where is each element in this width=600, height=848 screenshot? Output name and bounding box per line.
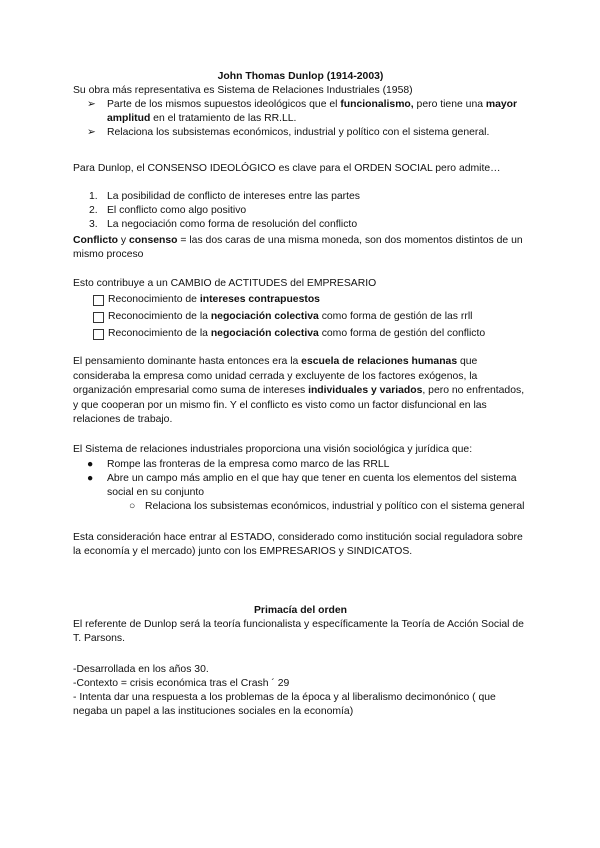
- checkbox[interactable]: [93, 312, 104, 323]
- arrow-icon: ➢: [87, 99, 96, 110]
- checkbox[interactable]: [93, 295, 104, 306]
- page-title: John Thomas Dunlop (1914-2003): [217, 71, 384, 82]
- list-item: 1. La posibilidad de conflicto de intereses entre las partes: [89, 191, 360, 202]
- consideracion-paragraph: Esta consideración hace entrar al ESTADO, considerado como institución social reguladora sobre la economía y el mercado) junto con los EMPRESARIOS y SINDICATOS.: [73, 532, 523, 557]
- referente-paragraph: El referente de Dunlop será la teoría funcionalista y específicamente la Teoría de Acción Social de T. Parsons.: [73, 619, 524, 644]
- bullet-list: [73, 458, 528, 514]
- bullet-icon: ●: [87, 473, 94, 484]
- list-item: - Intenta dar una respuesta a los problemas de la época y al liberalismo decimonónico ( que negaba un papel a las instituciones sociales en la economía): [73, 692, 496, 717]
- bullet-icon: ●: [87, 459, 94, 470]
- pensamiento-paragraph: El pensamiento dominante hasta entonces era la escuela de relaciones humanas que consideraba la empresa como unidad cerrada y excluyente de los factores exógenos, la organización empresarial como suma de intereses individuales y variados, pero no enfrentados, y que cooperan por un mismo fin. Y el conflicto es visto como un factor disfuncional en las relaciones de trabajo.: [73, 356, 525, 425]
- intro-line: Su obra más representativa es Sistema de Relaciones Industriales (1958): [73, 85, 413, 96]
- list-item: ➢ Relaciona los subsistemas económicos, industrial y político con el sistema general.: [87, 127, 490, 138]
- list-item: ● Rompe las fronteras de la empresa como marco de las RRLL: [87, 459, 390, 470]
- list-item: -Desarrollada en los años 30.: [73, 664, 209, 675]
- list-item: -Contexto = crisis económica tras el Crash ´ 29: [73, 678, 290, 689]
- sub-list-item: ○ Relaciona los subsistemas económicos, industrial y político con el sistema general: [129, 501, 525, 512]
- arrow-icon: ➢: [87, 127, 96, 138]
- conflicto-paragraph: Conflicto y consenso = las dos caras de una misma moneda, son dos momentos distintos de un mismo proceso: [73, 235, 523, 260]
- list-item: ➢ Parte de los mismos supuestos ideológicos que el funcionalismo, pero tiene una mayor amplitud en el tratamiento de las RR.LL.: [87, 99, 518, 124]
- section-heading: Primacía del orden: [254, 605, 347, 616]
- circle-bullet-icon: ○: [129, 501, 136, 512]
- list-item: 2. El conflicto como algo positivo: [89, 205, 247, 216]
- cambio-intro: Esto contribuye a un CAMBIO de ACTITUDES del EMPRESARIO: [73, 278, 377, 289]
- arrow-list: [73, 98, 528, 140]
- list-item: ● Abre un campo más amplio en el que hay que tener en cuenta los elementos del sistema social en su conjunto: [87, 473, 517, 498]
- checklist-item: Reconocimiento de la negociación colectiva como forma de gestión del conflicto: [73, 327, 528, 341]
- sistema-intro: El Sistema de relaciones industriales proporciona una visión sociológica y jurídica que:: [73, 444, 473, 455]
- dash-list: [73, 663, 528, 719]
- checklist-item: Reconocimiento de intereses contrapuestos: [73, 293, 528, 307]
- checkbox-list: [73, 293, 528, 341]
- list-item: 3. La negociación como forma de resolución del conflicto: [89, 219, 358, 230]
- consenso-paragraph: Para Dunlop, el CONSENSO IDEOLÓGICO es clave para el ORDEN SOCIAL pero admite…: [73, 163, 501, 174]
- checklist-item: Reconocimiento de la negociación colectiva como forma de gestión de las rrll: [73, 310, 528, 324]
- checkbox[interactable]: [93, 329, 104, 340]
- numbered-list: [73, 190, 528, 232]
